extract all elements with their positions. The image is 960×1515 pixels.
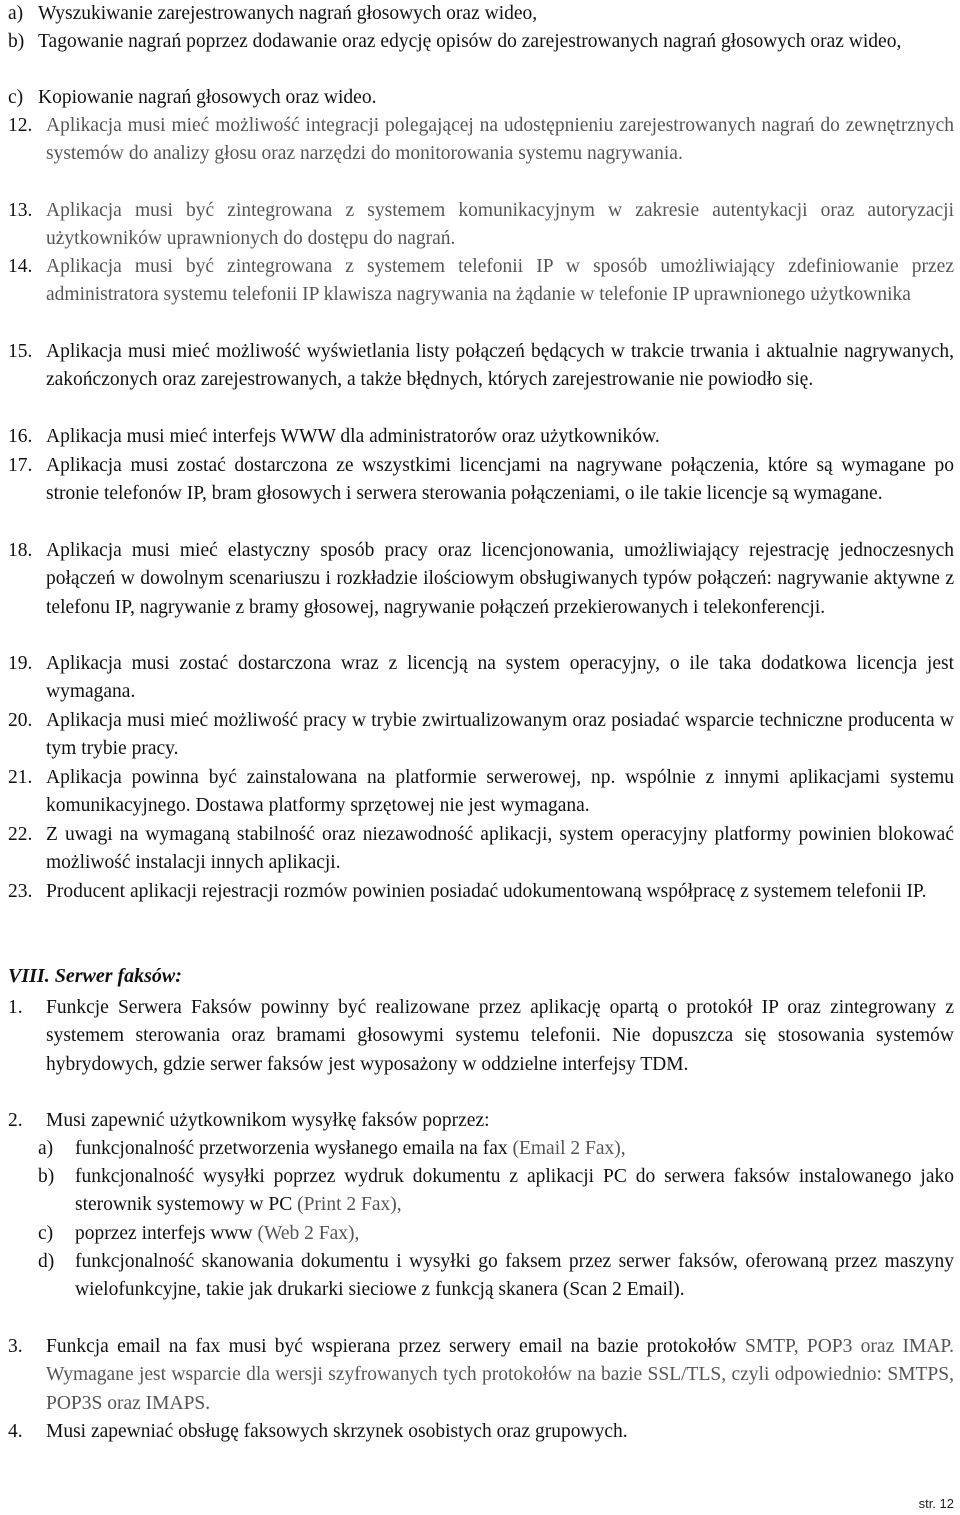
item-number: 14. xyxy=(8,256,33,277)
numbered-item xyxy=(8,452,954,509)
list-label: a) xyxy=(8,3,24,24)
numbered-item xyxy=(8,537,954,622)
list-text-gray: (Print 2 Fax), xyxy=(297,1194,402,1216)
numbered-item xyxy=(8,1107,954,1135)
numbered-item xyxy=(8,994,954,1079)
item-text: Aplikacja musi być zintegrowana z systemem komunikacyjnym w zakresie autentykacji oraz autoryzacji użytkowników uprawnionych do dostępu do nagrań. xyxy=(46,200,954,250)
item-number: 12. xyxy=(8,115,33,136)
item-number: 13. xyxy=(8,200,33,221)
item-number: 18. xyxy=(8,540,33,561)
list-label: b) xyxy=(38,1166,55,1187)
numbered-item xyxy=(8,878,954,906)
list-label: a) xyxy=(38,1138,54,1159)
numbered-item xyxy=(8,764,954,821)
item-text: Musi zapewniać obsługę faksowych skrzynek osobistych oraz grupowych. xyxy=(46,1421,628,1442)
list-text: funkcjonalność skanowania dokumentu i wysyłki go faksem przez serwer faksów, oferowaną przez maszyny wielofunkcyjne, takie jak drukarki sieciowe z funkcją skanera (Scan 2 Email). xyxy=(75,1251,954,1301)
list-text: funkcjonalność wysyłki poprzez wydruk dokumentu z aplikacji PC do serwera faksów instalowanego jako sterownik systemowy w PC xyxy=(75,1166,954,1216)
numbered-item xyxy=(8,112,954,169)
list-label: b) xyxy=(8,31,25,52)
item-number: 4. xyxy=(8,1421,23,1442)
numbered-item xyxy=(8,338,954,395)
list-text-gray: (Email 2 Fax), xyxy=(512,1138,626,1159)
item-number: 22. xyxy=(8,824,33,845)
item-text: Aplikacja musi zostać dostarczona ze wszystkimi licencjami na nagrywane połączenia, które są wymagane po stronie telefonów IP, bram głosowych i serwera sterowania połączeniami, o ile takie licencje są wymagane. xyxy=(46,455,954,505)
item-number: 19. xyxy=(8,653,33,674)
item-text: Aplikacja musi mieć możliwość pracy w trybie zwirtualizowanym oraz posiadać wsparcie techniczne producenta w tym trybie pracy. xyxy=(46,710,954,760)
item-number: 20. xyxy=(8,710,33,731)
list-text: funkcjonalność przetworzenia wysłanego emaila na fax xyxy=(75,1138,513,1159)
numbered-item xyxy=(8,821,954,878)
section-heading: VIII. Serwer faksów: xyxy=(8,965,182,987)
list-item xyxy=(8,0,954,28)
item-text: Funkcje Serwera Faksów powinny być realizowane przez aplikację opartą o protokół IP oraz zintegrowany z systemem sterowania oraz bramami głosowymi systemu telefonii. Nie dopuszcza się stosowania systemów hybrydowych, gdzie serwer faksów jest wyposażony w oddzielne interfejsy TDM. xyxy=(46,997,954,1075)
item-text: Aplikacja musi mieć możliwość wyświetlania listy połączeń będących w trakcie trwania i aktualnie nagrywanych, zakończonych oraz zarejestrowanych, a także błędnych, których zarejestrowanie nie powiodło się. xyxy=(46,341,954,391)
item-text: Aplikacja powinna być zainstalowana na platformie serwerowej, np. wspólnie z innymi aplikacjami systemu komunikacyjnego. Dostawa platformy sprzętowej nie jest wymagana. xyxy=(46,767,954,817)
item-text: Aplikacja musi mieć możliwość integracji polegającej na udostępnieniu zarejestrowanych nagrań do zewnętrznych systemów do analizy głosu oraz narzędzi do monitorowania systemu nagrywania. xyxy=(46,115,954,165)
item-text: Producent aplikacji rejestracji rozmów powinien posiadać udokumentowaną współpracę z systemem telefonii IP. xyxy=(46,881,927,902)
numbered-item xyxy=(8,707,954,764)
list-item xyxy=(38,1135,954,1163)
list-text: poprzez interfejs www xyxy=(75,1223,258,1244)
list-label: d) xyxy=(38,1251,55,1272)
list-text-gray: (Web 2 Fax), xyxy=(257,1223,360,1244)
numbered-item xyxy=(8,1333,954,1418)
numbered-item xyxy=(8,197,954,254)
item-number: 17. xyxy=(8,455,33,476)
item-number: 16. xyxy=(8,426,33,447)
numbered-item xyxy=(8,423,954,451)
item-number: 23. xyxy=(8,881,33,902)
item-number: 3. xyxy=(8,1336,23,1357)
numbered-item xyxy=(8,1418,954,1446)
numbered-item xyxy=(8,253,954,310)
list-text: Wyszukiwanie zarejestrowanych nagrań głosowych oraz wideo, xyxy=(38,3,538,24)
item-number: 2. xyxy=(8,1110,23,1131)
list-item xyxy=(38,1248,954,1305)
list-label: c) xyxy=(38,1223,54,1244)
item-text: Aplikacja musi zostać dostarczona wraz z licencją na system operacyjny, o ile taka dodatkowa licencja jest wymagana. xyxy=(46,653,954,703)
list-item xyxy=(38,1220,954,1248)
item-number: 21. xyxy=(8,767,33,788)
list-label: c) xyxy=(8,87,24,108)
item-text: Aplikacja musi być zintegrowana z systemem telefonii IP w sposób umożliwiający zdefiniowanie przez administratora systemu telefonii IP klawisza nagrywania na żądanie w telefonie IP uprawnionego użytkownika xyxy=(46,256,954,306)
item-text-gray: SMTP, POP3 oraz IMAP. Wymagane jest wsparcie dla wersji szyfrowanych tych protokołów na bazie SSL/TLS, czyli odpowiednio: SMTPS, POP3S oraz IMAPS. xyxy=(46,1336,954,1414)
numbered-item xyxy=(8,650,954,707)
item-text: Aplikacja musi mieć elastyczny sposób pracy oraz licencjonowania, umożliwiający rejestrację jednoczesnych połączeń w dowolnym scenariuszu i rozkładzie ilościowym obsługiwanych typów połączeń: nagrywanie aktywne z telefonu IP, nagrywanie z bramy głosowej, nagrywanie połączeń przekierowanych i telekonferencji. xyxy=(46,540,954,618)
list-text: Kopiowanie nagrań głosowych oraz wideo. xyxy=(38,87,377,108)
item-text: Funkcja email na fax musi być wspierana przez serwery email na bazie protokołów xyxy=(46,1336,745,1357)
list-text: Tagowanie nagrań poprzez dodawanie oraz edycję opisów do zarejestrowanych nagrań głosowych oraz wideo, xyxy=(38,31,902,52)
list-item xyxy=(38,1163,954,1220)
item-number: 15. xyxy=(8,341,33,362)
item-number: 1. xyxy=(8,997,23,1018)
page-number: str. 12 xyxy=(918,1496,954,1511)
list-item xyxy=(8,28,954,56)
list-item xyxy=(8,84,954,112)
item-text: Musi zapewnić użytkownikom wysyłkę faksów poprzez: xyxy=(46,1110,490,1131)
item-text: Aplikacja musi mieć interfejs WWW dla administratorów oraz użytkowników. xyxy=(46,426,660,447)
item-text: Z uwagi na wymaganą stabilność oraz niezawodność aplikacji, system operacyjny platformy powinien blokować możliwość instalacji innych aplikacji. xyxy=(46,824,954,874)
